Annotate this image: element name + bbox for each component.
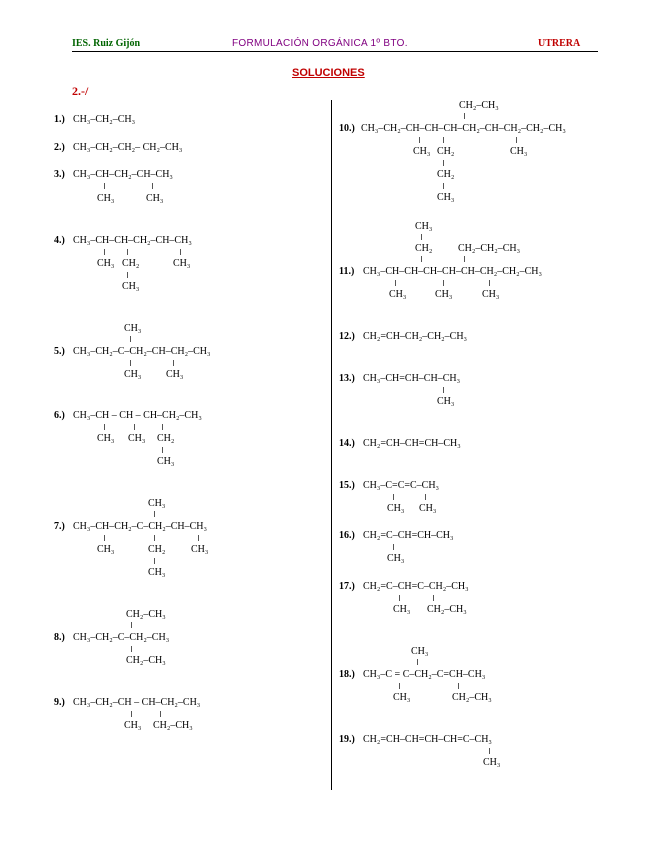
formula-6-sub3: CH₂ [157, 433, 175, 444]
formula-17-main: CH₂=C–CH=C–CH₂–CH₃ [363, 581, 469, 592]
formula-10-sub4: CH₂ [437, 169, 455, 180]
bond-line [489, 748, 490, 754]
formula-7-sub4: CH₃ [148, 567, 166, 578]
formula-3-main: CH₃–CH–CH₂–CH–CH₃ [73, 169, 173, 180]
bond-line [154, 558, 155, 564]
formula-4-sub4: CH₃ [122, 281, 140, 292]
formula-11-top3: CH₂–CH₂–CH₃ [458, 243, 521, 254]
bond-line [162, 424, 163, 430]
bond-line [417, 659, 418, 665]
formula-2-number: 2.) [54, 142, 65, 153]
formula-4-sub2: CH₂ [122, 258, 140, 269]
bond-line [127, 272, 128, 278]
header-city: UTRERA [538, 38, 581, 49]
formula-7-main: CH₃–CH–CH₂–C–CH₂–CH–CH₃ [73, 521, 207, 532]
formula-4-main: CH₃–CH–CH–CH₂–CH–CH₃ [73, 235, 192, 246]
formula-7-number: 7.) [54, 521, 65, 532]
formula-5-main: CH₃–CH₂–C–CH₂–CH–CH₂–CH₃ [73, 346, 211, 357]
bond-line [419, 137, 420, 143]
formula-11-top1: CH₃ [415, 221, 433, 232]
formula-14-number: 14.) [339, 438, 355, 449]
formula-5-sub1: CH₃ [124, 369, 142, 380]
bond-line [421, 256, 422, 262]
formula-11-sub1: CH₃ [389, 289, 407, 300]
bond-line [162, 447, 163, 453]
section-label: 2.-/ [72, 84, 89, 98]
bond-line [395, 280, 396, 286]
bond-line [131, 711, 132, 717]
bond-line [130, 336, 131, 342]
bond-line [443, 183, 444, 189]
bond-line [127, 249, 128, 255]
formula-4-number: 4.) [54, 235, 65, 246]
formula-5-top: CH₃ [124, 323, 142, 334]
formula-13-number: 13.) [339, 373, 355, 384]
formula-5-number: 5.) [54, 346, 65, 357]
formula-17-sub1: CH₃ [393, 604, 411, 615]
formula-14-main: CH₂=CH–CH=CH–CH₃ [363, 438, 461, 449]
bond-line [154, 511, 155, 517]
formula-11-number: 11.) [339, 266, 355, 277]
formula-11-top2: CH₂ [415, 243, 433, 254]
formula-11-sub2: CH₃ [435, 289, 453, 300]
formula-19-number: 19.) [339, 734, 355, 745]
formula-3-sub2: CH₃ [146, 193, 164, 204]
formula-8-sub1: CH₂–CH₃ [126, 655, 166, 666]
formula-10-number: 10.) [339, 123, 355, 134]
bond-line [516, 137, 517, 143]
bond-line [154, 535, 155, 541]
formula-10-sub1: CH₃ [413, 146, 431, 157]
formula-7-sub1: CH₃ [97, 544, 115, 555]
bond-line [399, 683, 400, 689]
formula-6-sub4: CH₃ [157, 456, 175, 467]
bond-line [443, 137, 444, 143]
formula-9-sub1: CH₃ [124, 720, 142, 731]
bond-line [421, 234, 422, 240]
bond-line [458, 683, 459, 689]
formula-11-sub3: CH₃ [482, 289, 500, 300]
formula-15-main: CH₃–C=C=C–CH₃ [363, 480, 440, 491]
bond-line [131, 622, 132, 628]
bond-line [393, 494, 394, 500]
bond-line [104, 183, 105, 189]
formula-6-number: 6.) [54, 410, 65, 421]
formula-5-sub2: CH₃ [166, 369, 184, 380]
formula-1-number: 1.) [54, 114, 65, 125]
bond-line [131, 646, 132, 652]
formula-15-sub1: CH₃ [387, 503, 405, 514]
formula-1-main: CH₃–CH₂–CH₃ [73, 114, 136, 125]
bond-line [134, 424, 135, 430]
formula-7-sub2: CH₂ [148, 544, 166, 555]
page-title: SOLUCIONES [292, 67, 365, 79]
formula-18-main: CH₃–C = C–CH₂–C=CH–CH₃ [363, 669, 486, 680]
bond-line [425, 494, 426, 500]
formula-7-sub3: CH₃ [191, 544, 209, 555]
formula-9-number: 9.) [54, 697, 65, 708]
formula-17-sub2: CH₂–CH₃ [427, 604, 467, 615]
bond-line [393, 544, 394, 550]
formula-6-sub1: CH₃ [97, 433, 115, 444]
formula-11-main: CH₃–CH–CH–CH–CH–CH–CH₂–CH₂–CH₃ [363, 266, 542, 277]
bond-line [180, 249, 181, 255]
formula-2-main: CH₃–CH₂–CH₂– CH₂–CH₃ [73, 142, 183, 153]
bond-line [443, 160, 444, 166]
column-divider [331, 100, 332, 790]
formula-9-sub2: CH₂–CH₃ [153, 720, 193, 731]
formula-16-number: 16.) [339, 530, 355, 541]
header-subject: FORMULACIÓN ORGÁNICA 1º BTO. [232, 38, 408, 49]
formula-7-top: CH₃ [148, 498, 166, 509]
formula-10-sub3: CH₃ [510, 146, 528, 157]
bond-line [198, 535, 199, 541]
formula-4-sub1: CH₃ [97, 258, 115, 269]
bond-line [464, 113, 465, 119]
formula-3-sub1: CH₃ [97, 193, 115, 204]
formula-12-main: CH₂=CH–CH₂–CH₂–CH₃ [363, 331, 468, 342]
formula-12-number: 12.) [339, 331, 355, 342]
formula-18-top: CH₃ [411, 646, 429, 657]
bond-line [104, 424, 105, 430]
formula-17-number: 17.) [339, 581, 355, 592]
bond-line [443, 387, 444, 393]
formula-18-sub1: CH₃ [393, 692, 411, 703]
bond-line [464, 256, 465, 262]
formula-8-top: CH₂–CH₃ [126, 609, 166, 620]
bond-line [433, 595, 434, 601]
formula-10-main: CH₃–CH₂–CH–CH–CH–CH₂–CH–CH₂–CH₂–CH₃ [361, 123, 566, 134]
header-school: IES. Ruiz Gijón [72, 38, 141, 49]
formula-15-sub2: CH₃ [419, 503, 437, 514]
formula-6-sub2: CH₃ [128, 433, 146, 444]
formula-10-sub5: CH₃ [437, 192, 455, 203]
formula-18-sub2: CH₂–CH₃ [452, 692, 492, 703]
formula-19-main: CH₂=CH–CH=CH–CH=C–CH₃ [363, 734, 492, 745]
formula-9-main: CH₃–CH₂–CH – CH–CH₂–CH₃ [73, 697, 201, 708]
bond-line [443, 280, 444, 286]
formula-16-main: CH₂=C–CH=CH–CH₃ [363, 530, 454, 541]
bond-line [399, 595, 400, 601]
formula-18-number: 18.) [339, 669, 355, 680]
formula-10-sub2: CH₂ [437, 146, 455, 157]
bond-line [104, 535, 105, 541]
bond-line [130, 360, 131, 366]
bond-line [104, 249, 105, 255]
formula-4-sub3: CH₃ [173, 258, 191, 269]
bond-line [152, 183, 153, 189]
header-rule [72, 51, 598, 52]
bond-line [160, 711, 161, 717]
formula-13-main: CH₃–CH=CH–CH–CH₃ [363, 373, 461, 384]
formula-19-sub1: CH₃ [483, 757, 501, 768]
formula-8-number: 8.) [54, 632, 65, 643]
formula-15-number: 15.) [339, 480, 355, 491]
formula-13-sub1: CH₃ [437, 396, 455, 407]
bond-line [489, 280, 490, 286]
formula-16-sub1: CH₃ [387, 553, 405, 564]
formula-8-main: CH₃–CH₂–C–CH₂–CH₃ [73, 632, 170, 643]
formula-6-main: CH₃–CH – CH – CH–CH₂–CH₃ [73, 410, 202, 421]
formula-3-number: 3.) [54, 169, 65, 180]
formula-10-top: CH₂–CH₃ [459, 100, 499, 111]
bond-line [173, 360, 174, 366]
